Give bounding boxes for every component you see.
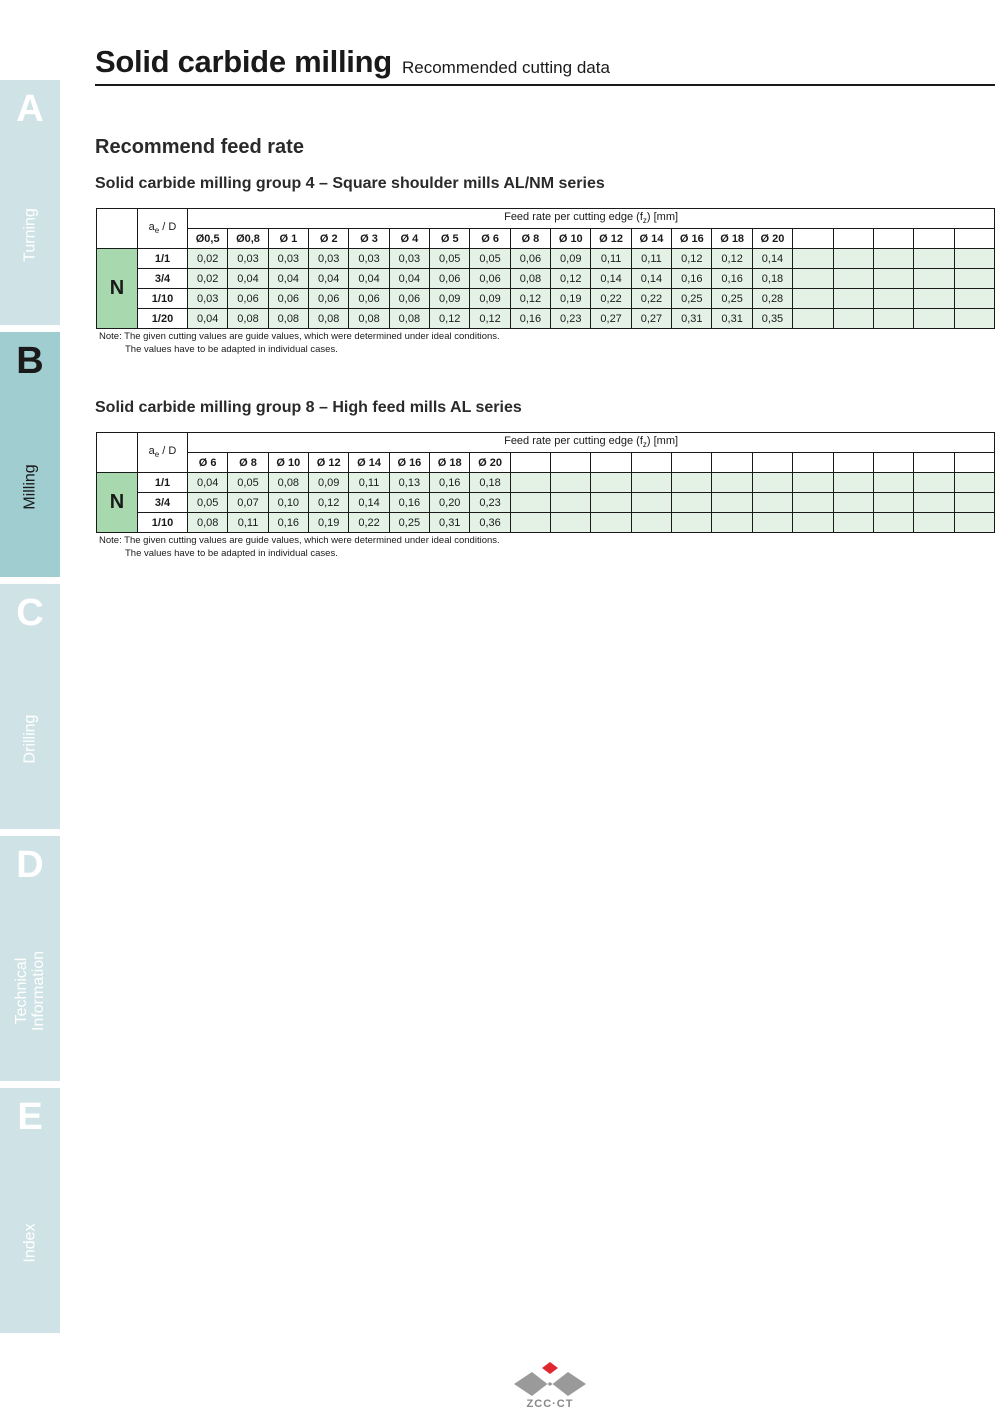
- ae-subscript: e: [154, 226, 160, 236]
- tab-label: Technical Information: [13, 950, 47, 1032]
- feed-value-cell: 0,08: [268, 473, 308, 493]
- side-tab-e[interactable]: [0, 1088, 60, 1333]
- empty-value-cell: [833, 473, 873, 493]
- empty-value-cell: [591, 493, 631, 513]
- empty-header-cell: [833, 453, 873, 473]
- feed-value-cell: 0,27: [591, 309, 631, 329]
- table-row: [97, 269, 995, 289]
- empty-value-cell: [793, 473, 833, 493]
- feed-value-cell: 0,04: [228, 269, 268, 289]
- feed-table-group-4: [96, 208, 995, 329]
- feed-value-cell: 0,06: [309, 289, 349, 309]
- empty-value-cell: [591, 513, 631, 533]
- feed-value-cell: 0,31: [712, 309, 752, 329]
- page-header: [95, 44, 995, 86]
- side-tab-c[interactable]: [0, 584, 60, 829]
- empty-value-cell: [873, 473, 913, 493]
- empty-value-cell: [873, 309, 913, 329]
- empty-value-cell: [873, 269, 913, 289]
- empty-value-cell: [793, 249, 833, 269]
- feed-value-cell: 0,08: [510, 269, 550, 289]
- table-note: [99, 534, 500, 560]
- feed-value-cell: 0,09: [551, 249, 591, 269]
- feed-value-cell: 0,12: [470, 309, 510, 329]
- empty-header-cell: [793, 229, 833, 249]
- feed-value-cell: 0,13: [389, 473, 429, 493]
- feed-value-cell: 0,03: [228, 249, 268, 269]
- empty-header-cell: [873, 453, 913, 473]
- ae-suffix: / D: [159, 445, 177, 458]
- feed-value-cell: 0,16: [672, 269, 712, 289]
- feed-value-cell: 0,08: [389, 309, 429, 329]
- ae-ratio-cell: 3/4: [138, 269, 188, 289]
- feed-value-cell: 0,06: [228, 289, 268, 309]
- feed-value-cell: 0,11: [591, 249, 631, 269]
- feed-label-subscript: z: [642, 440, 647, 450]
- empty-value-cell: [793, 269, 833, 289]
- ae-symbol: a: [148, 221, 155, 234]
- feed-value-cell: 0,05: [430, 249, 470, 269]
- feed-value-cell: 0,12: [712, 249, 752, 269]
- diameter-header-cell: Ø 14: [349, 453, 389, 473]
- diameter-header-cell: Ø 8: [510, 229, 550, 249]
- note-line-1: Note: The given cutting values are guide values, which were determined under ideal conditions.: [99, 331, 500, 342]
- empty-value-cell: [954, 309, 995, 329]
- empty-value-cell: [793, 513, 833, 533]
- empty-value-cell: [631, 513, 671, 533]
- empty-header-cell: [631, 453, 671, 473]
- empty-value-cell: [954, 289, 995, 309]
- diameter-header-cell: Ø 20: [752, 229, 792, 249]
- feed-value-cell: 0,12: [551, 269, 591, 289]
- feed-value-cell: 0,22: [591, 289, 631, 309]
- feed-value-cell: 0,02: [188, 269, 228, 289]
- empty-header-cell: [954, 453, 995, 473]
- feed-value-cell: 0,06: [389, 289, 429, 309]
- feed-value-cell: 0,08: [228, 309, 268, 329]
- ae-subscript: e: [154, 450, 160, 460]
- diameter-header-cell: Ø 16: [389, 453, 429, 473]
- page-title: Solid carbide milling: [95, 44, 392, 79]
- feed-value-cell: 0,09: [470, 289, 510, 309]
- feed-value-cell: 0,16: [510, 309, 550, 329]
- empty-value-cell: [752, 493, 792, 513]
- table-row: [97, 473, 995, 493]
- ae-ratio-cell: 3/4: [138, 493, 188, 513]
- feed-value-cell: 0,08: [349, 309, 389, 329]
- feed-value-cell: 0,05: [188, 493, 228, 513]
- table-heading-group-8: Solid carbide milling group 8 – High feed mills AL series: [95, 399, 522, 416]
- feed-label-unit: ) [mm]: [646, 435, 679, 448]
- feed-value-cell: 0,22: [349, 513, 389, 533]
- empty-header-cell: [672, 453, 712, 473]
- note-line-2: The values have to be adapted in individual cases.: [125, 548, 338, 559]
- empty-value-cell: [551, 473, 591, 493]
- table-row: [97, 289, 995, 309]
- feed-value-cell: 0,04: [188, 473, 228, 493]
- feed-value-cell: 0,06: [268, 289, 308, 309]
- ae-d-header: [138, 209, 188, 249]
- empty-value-cell: [833, 249, 873, 269]
- diameter-header-cell: Ø 20: [470, 453, 510, 473]
- feed-value-cell: 0,23: [551, 309, 591, 329]
- feed-value-cell: 0,14: [349, 493, 389, 513]
- feed-value-cell: 0,23: [470, 493, 510, 513]
- empty-header-cell: [954, 229, 995, 249]
- feed-value-cell: 0,12: [510, 289, 550, 309]
- empty-value-cell: [954, 473, 995, 493]
- empty-value-cell: [712, 473, 752, 493]
- feed-label: Feed rate per cutting edge (f: [504, 435, 643, 448]
- note-line-2: The values have to be adapted in individual cases.: [125, 344, 338, 355]
- feed-value-cell: 0,02: [188, 249, 228, 269]
- empty-value-cell: [954, 513, 995, 533]
- feed-value-cell: 0,08: [309, 309, 349, 329]
- empty-value-cell: [672, 513, 712, 533]
- feed-value-cell: 0,16: [389, 493, 429, 513]
- feed-value-cell: 0,16: [712, 269, 752, 289]
- feed-value-cell: 0,06: [470, 269, 510, 289]
- empty-value-cell: [914, 289, 954, 309]
- diameter-header-cell: Ø 4: [389, 229, 429, 249]
- empty-value-cell: [954, 493, 995, 513]
- empty-value-cell: [510, 473, 550, 493]
- empty-header-cell: [793, 453, 833, 473]
- feed-value-cell: 0,14: [631, 269, 671, 289]
- empty-value-cell: [631, 493, 671, 513]
- feed-value-cell: 0,06: [349, 289, 389, 309]
- diameter-header-cell: Ø0,5: [188, 229, 228, 249]
- feed-value-cell: 0,27: [631, 309, 671, 329]
- feed-rate-header: [188, 433, 995, 453]
- empty-value-cell: [510, 493, 550, 513]
- feed-value-cell: 0,18: [470, 473, 510, 493]
- diameter-header-cell: Ø 5: [430, 229, 470, 249]
- table-note: [99, 330, 500, 356]
- table-row: [97, 513, 995, 533]
- empty-value-cell: [591, 473, 631, 493]
- side-tab-d[interactable]: [0, 836, 60, 1081]
- diameter-header-row: [97, 453, 995, 473]
- material-group-cell: N: [97, 473, 138, 533]
- feed-value-cell: 0,25: [672, 289, 712, 309]
- feed-value-cell: 0,03: [389, 249, 429, 269]
- empty-value-cell: [873, 289, 913, 309]
- empty-value-cell: [793, 493, 833, 513]
- empty-value-cell: [914, 473, 954, 493]
- diameter-header-cell: Ø 12: [591, 229, 631, 249]
- empty-value-cell: [712, 513, 752, 533]
- feed-value-cell: 0,09: [309, 473, 349, 493]
- empty-value-cell: [914, 249, 954, 269]
- feed-value-cell: 0,31: [430, 513, 470, 533]
- empty-value-cell: [833, 269, 873, 289]
- side-tab-b[interactable]: [0, 332, 60, 577]
- empty-value-cell: [833, 513, 873, 533]
- tab-label: Turning: [21, 208, 39, 262]
- feed-label-subscript: z: [642, 216, 647, 226]
- diameter-header-cell: Ø 10: [268, 453, 308, 473]
- ae-symbol: a: [148, 445, 155, 458]
- feed-value-cell: 0,12: [430, 309, 470, 329]
- feed-value-cell: 0,12: [672, 249, 712, 269]
- ae-ratio-cell: 1/1: [138, 249, 188, 269]
- empty-value-cell: [712, 493, 752, 513]
- tab-letter: A: [16, 88, 44, 130]
- table-header-row: [97, 433, 995, 453]
- empty-value-cell: [793, 289, 833, 309]
- diameter-header-cell: Ø 8: [228, 453, 268, 473]
- feed-value-cell: 0,28: [752, 289, 792, 309]
- logo-wings: [514, 1372, 586, 1396]
- feed-value-cell: 0,14: [591, 269, 631, 289]
- diameter-header-cell: Ø 18: [712, 229, 752, 249]
- ae-ratio-cell: 1/1: [138, 473, 188, 493]
- empty-value-cell: [793, 309, 833, 329]
- feed-value-cell: 0,22: [631, 289, 671, 309]
- tab-letter: B: [16, 340, 44, 382]
- empty-value-cell: [873, 493, 913, 513]
- feed-value-cell: 0,03: [268, 249, 308, 269]
- empty-header-cell: [510, 453, 550, 473]
- feed-value-cell: 0,06: [430, 269, 470, 289]
- feed-value-cell: 0,05: [228, 473, 268, 493]
- empty-value-cell: [833, 289, 873, 309]
- empty-value-cell: [631, 473, 671, 493]
- table-header-row: [97, 209, 995, 229]
- feed-value-cell: 0,10: [268, 493, 308, 513]
- table-row: [97, 249, 995, 269]
- feed-value-cell: 0,08: [268, 309, 308, 329]
- feed-value-cell: 0,11: [349, 473, 389, 493]
- empty-value-cell: [833, 493, 873, 513]
- empty-value-cell: [752, 513, 792, 533]
- note-line-1: Note: The given cutting values are guide values, which were determined under ideal conditions.: [99, 535, 500, 546]
- empty-value-cell: [510, 513, 550, 533]
- feed-table-group-8: [96, 432, 995, 533]
- feed-label-unit: ) [mm]: [646, 211, 679, 224]
- empty-header-cell: [551, 453, 591, 473]
- feed-value-cell: 0,07: [228, 493, 268, 513]
- diameter-header-cell: Ø 3: [349, 229, 389, 249]
- ae-d-header: [138, 433, 188, 473]
- diameter-header-cell: Ø 6: [188, 453, 228, 473]
- ae-ratio-cell: 1/10: [138, 289, 188, 309]
- diameter-header-cell: Ø 16: [672, 229, 712, 249]
- feed-value-cell: 0,04: [309, 269, 349, 289]
- feed-value-cell: 0,16: [268, 513, 308, 533]
- diameter-header-cell: Ø0,8: [228, 229, 268, 249]
- logo-diamond: [542, 1362, 558, 1374]
- side-tab-a[interactable]: [0, 80, 60, 325]
- feed-value-cell: 0,08: [188, 513, 228, 533]
- ae-ratio-cell: 1/10: [138, 513, 188, 533]
- feed-value-cell: 0,05: [470, 249, 510, 269]
- empty-value-cell: [672, 493, 712, 513]
- tab-letter: E: [17, 1096, 43, 1138]
- feed-value-cell: 0,19: [551, 289, 591, 309]
- table-heading-group-4: Solid carbide milling group 4 – Square shoulder mills AL/NM series: [95, 175, 605, 192]
- logo-text: ZCC·CT: [526, 1398, 574, 1410]
- feed-value-cell: 0,12: [309, 493, 349, 513]
- feed-value-cell: 0,36: [470, 513, 510, 533]
- feed-value-cell: 0,35: [752, 309, 792, 329]
- empty-header-cell: [833, 229, 873, 249]
- feed-value-cell: 0,04: [389, 269, 429, 289]
- empty-header-cell: [752, 453, 792, 473]
- feed-value-cell: 0,06: [510, 249, 550, 269]
- empty-header-cell: [914, 453, 954, 473]
- feed-value-cell: 0,03: [349, 249, 389, 269]
- tab-letter: D: [16, 844, 44, 886]
- feed-label: Feed rate per cutting edge (f: [504, 211, 643, 224]
- diameter-header-cell: Ø 14: [631, 229, 671, 249]
- empty-value-cell: [914, 309, 954, 329]
- feed-value-cell: 0,11: [228, 513, 268, 533]
- page-subtitle: Recommended cutting data: [402, 58, 610, 77]
- feed-value-cell: 0,09: [430, 289, 470, 309]
- empty-value-cell: [914, 493, 954, 513]
- feed-value-cell: 0,04: [268, 269, 308, 289]
- empty-header-cell: [873, 229, 913, 249]
- empty-header-cell: [712, 453, 752, 473]
- diameter-header-cell: Ø 1: [268, 229, 308, 249]
- diameter-header-cell: Ø 6: [470, 229, 510, 249]
- empty-value-cell: [873, 249, 913, 269]
- empty-value-cell: [954, 269, 995, 289]
- header-blank-cell: [97, 209, 138, 249]
- diameter-header-cell: Ø 18: [430, 453, 470, 473]
- empty-value-cell: [914, 269, 954, 289]
- empty-value-cell: [672, 473, 712, 493]
- feed-value-cell: 0,16: [430, 473, 470, 493]
- feed-value-cell: 0,04: [349, 269, 389, 289]
- empty-value-cell: [954, 249, 995, 269]
- diameter-header-cell: Ø 2: [309, 229, 349, 249]
- feed-value-cell: 0,03: [309, 249, 349, 269]
- table-row: [97, 493, 995, 513]
- feed-value-cell: 0,31: [672, 309, 712, 329]
- feed-value-cell: 0,20: [430, 493, 470, 513]
- tab-label: Drilling: [21, 714, 39, 764]
- empty-header-cell: [914, 229, 954, 249]
- feed-value-cell: 0,11: [631, 249, 671, 269]
- diameter-header-row: [97, 229, 995, 249]
- ae-suffix: / D: [159, 221, 177, 234]
- feed-value-cell: 0,18: [752, 269, 792, 289]
- empty-value-cell: [914, 513, 954, 533]
- empty-header-cell: [591, 453, 631, 473]
- feed-value-cell: 0,19: [309, 513, 349, 533]
- diameter-header-cell: Ø 10: [551, 229, 591, 249]
- diameter-header-cell: Ø 12: [309, 453, 349, 473]
- empty-value-cell: [551, 513, 591, 533]
- feed-value-cell: 0,14: [752, 249, 792, 269]
- ae-ratio-cell: 1/20: [138, 309, 188, 329]
- section-title: Recommend feed rate: [95, 136, 304, 158]
- material-group-cell: N: [97, 249, 138, 329]
- tab-letter: C: [16, 592, 44, 634]
- empty-value-cell: [752, 473, 792, 493]
- feed-value-cell: 0,25: [389, 513, 429, 533]
- feed-rate-header: [188, 209, 995, 229]
- tab-label: Milling: [21, 464, 39, 510]
- tab-label: Index: [21, 1223, 39, 1263]
- feed-value-cell: 0,03: [188, 289, 228, 309]
- empty-value-cell: [833, 309, 873, 329]
- header-blank-cell: [97, 433, 138, 473]
- feed-value-cell: 0,04: [188, 309, 228, 329]
- table-row: [97, 309, 995, 329]
- empty-value-cell: [551, 493, 591, 513]
- feed-value-cell: 0,25: [712, 289, 752, 309]
- empty-value-cell: [873, 513, 913, 533]
